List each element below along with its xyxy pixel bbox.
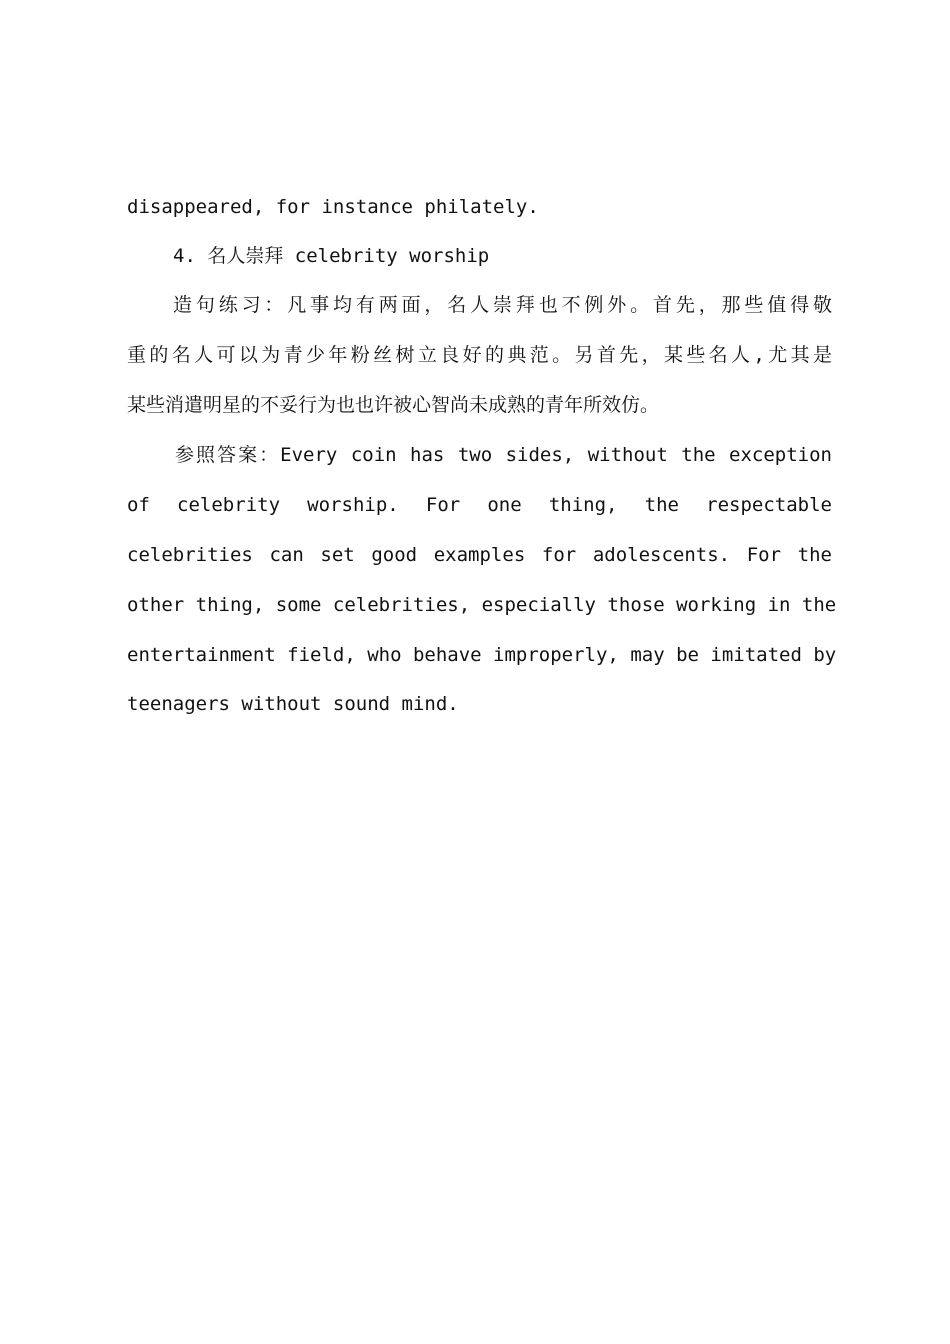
exercise-line: 造句练习：凡事均有两面，名人崇拜也不例外。首先，那些值得敬 <box>173 294 832 316</box>
answer-line: other thing, some celebrities, especially those working in the <box>127 594 837 616</box>
answer-line: celebrities can set good examples for adolescents. For the <box>127 544 832 566</box>
answer-line: teenagers without sound mind. <box>127 693 459 715</box>
answer-line: 参照答案：Every coin has two sides, without the exception <box>175 444 832 466</box>
section-heading: 4. 名人崇拜 celebrity worship <box>173 245 490 267</box>
answer-line: of celebrity worship. For one thing, the respectable <box>127 494 832 516</box>
continuation-text: disappeared, for instance philately. <box>127 196 539 218</box>
exercise-line: 重的名人可以为青少年粉丝树立良好的典范。另首先，某些名人,尤其是 <box>127 344 832 366</box>
answer-line: entertainment field, who behave improperly, may be imitated by <box>127 644 837 666</box>
exercise-line: 某些消遣明星的不妥行为也也许被心智尚未成熟的青年所效仿。 <box>127 394 660 416</box>
